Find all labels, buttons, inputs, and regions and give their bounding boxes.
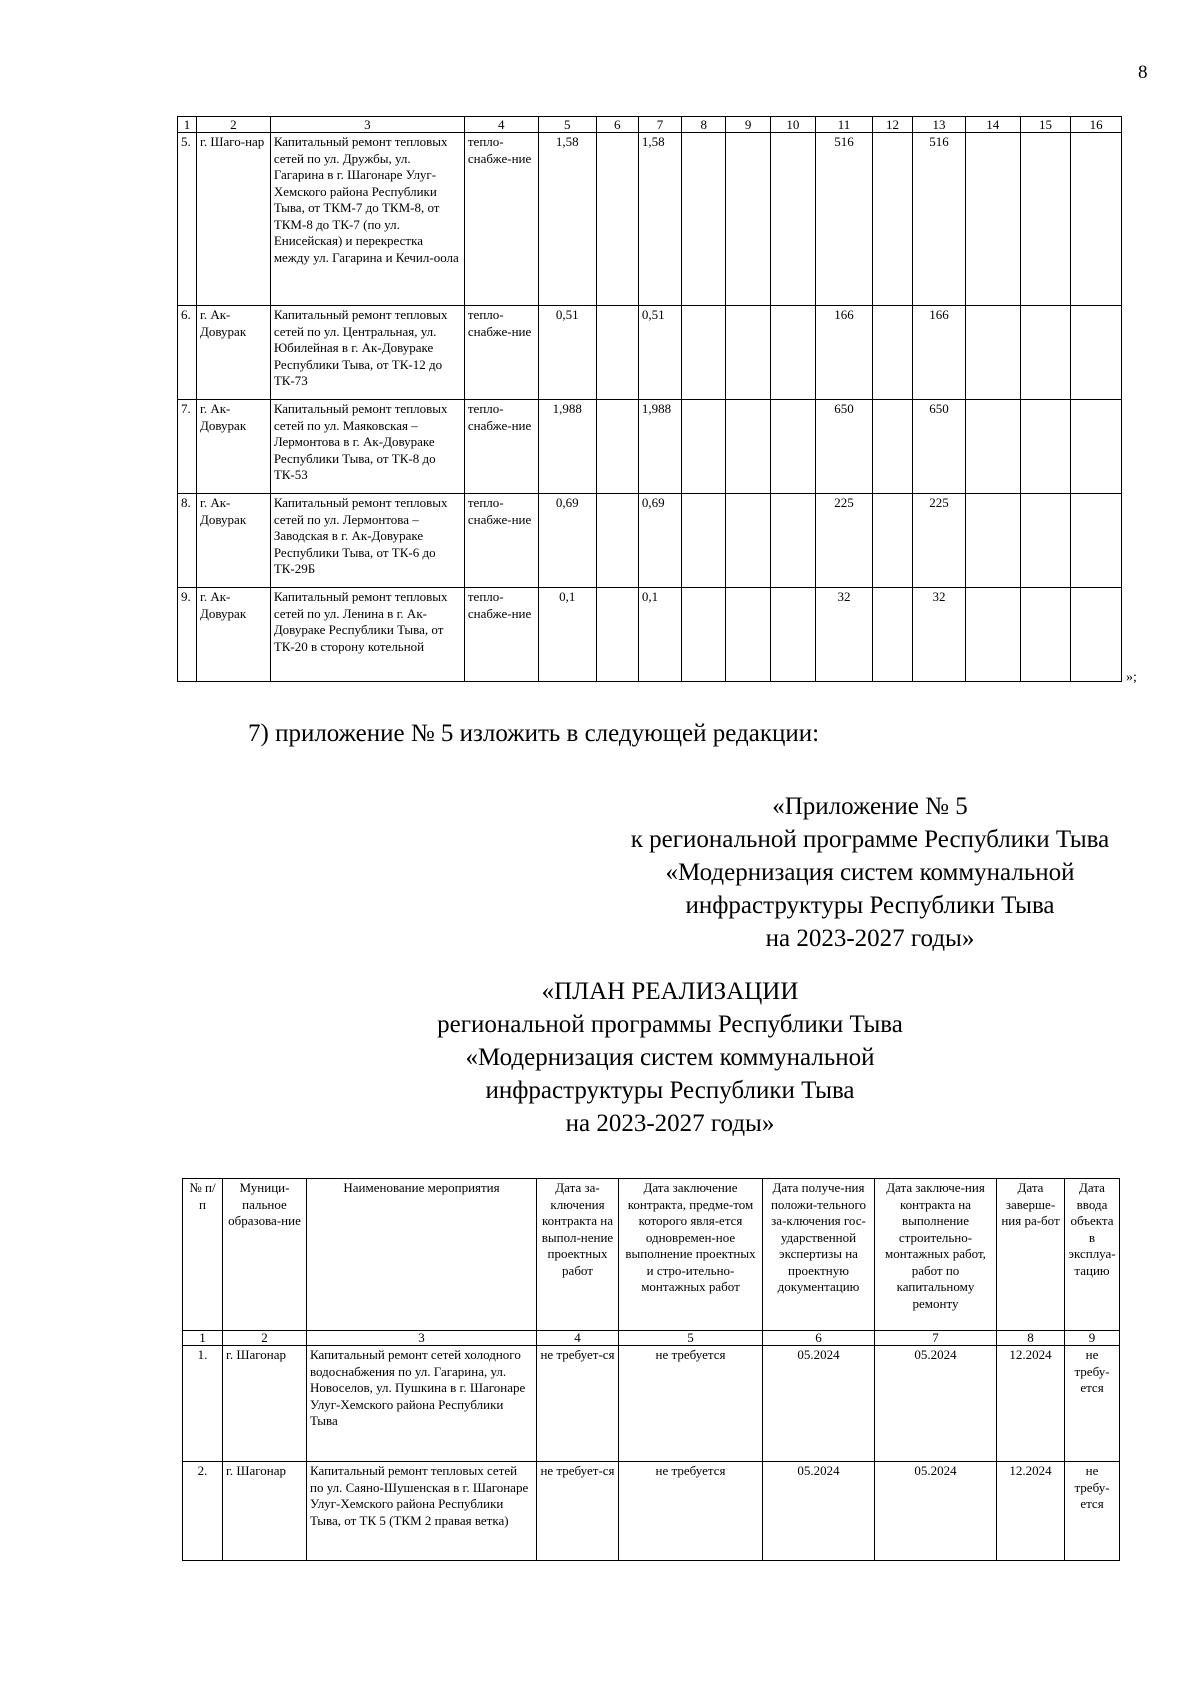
appendix-line: «Модернизация систем коммунальной (665, 859, 1075, 886)
project-description: Капитальный ремонт тепловых сетей по ул. Дружбы, ул. Гагарина в г. Шагонаре Улуг-Хемского района Республики Тыва, от ТКМ-7 до ТКМ-8, от ТКМ-8 до ТК-7 (по ул. Енисейская) и перекрестка между ул. Гагарина и Кечил-оола (270, 133, 464, 306)
value-cell (770, 494, 815, 588)
column-header: Дата получе-ния положи-тельного за-ключения гос-ударственной экспертизы на проектную документацию (763, 1179, 875, 1331)
date-cell: не требу-ется (1065, 1462, 1120, 1561)
value-cell: 650 (816, 400, 873, 494)
value-cell: 1,988 (638, 400, 681, 494)
column-header: Дата ввода объекта в эксплуа-тацию (1065, 1179, 1120, 1331)
row-number: 5. (178, 133, 197, 306)
value-cell (596, 588, 638, 682)
value-cell: 1,58 (538, 133, 596, 306)
table-row (178, 133, 1122, 306)
column-number: 9 (726, 117, 770, 133)
value-cell (1020, 400, 1071, 494)
column-number: 5 (538, 117, 596, 133)
municipality: г. Ак-Довурак (196, 588, 270, 682)
value-cell (1071, 306, 1122, 400)
category: тепло-снабже-ние (464, 400, 538, 494)
column-number: 10 (770, 117, 815, 133)
plan-title-line: инфраструктуры Республики Тыва (485, 1077, 855, 1104)
plan-title-line: «Модернизация систем коммунальной (465, 1044, 875, 1071)
value-cell (965, 494, 1020, 588)
column-number: 4 (537, 1331, 619, 1346)
column-number: 5 (619, 1331, 763, 1346)
value-cell: 0,1 (638, 588, 681, 682)
value-cell (1020, 588, 1071, 682)
column-number: 7 (875, 1331, 997, 1346)
date-cell: 05.2024 (875, 1462, 997, 1561)
value-cell (770, 400, 815, 494)
column-number: 1 (183, 1331, 223, 1346)
value-cell: 32 (913, 588, 966, 682)
plan-title-line: региональной программы Республики Тыва (437, 1011, 903, 1038)
value-cell (682, 400, 726, 494)
column-number-row (183, 1331, 1120, 1346)
value-cell: 1,988 (538, 400, 596, 494)
value-cell: 225 (816, 494, 873, 588)
value-cell (965, 400, 1020, 494)
closing-quote: »; (1126, 670, 1137, 685)
appendix-line: к региональной программе Республики Тыва (630, 826, 1110, 853)
value-cell (726, 306, 770, 400)
category: тепло-снабже-ние (464, 588, 538, 682)
column-number: 3 (307, 1331, 537, 1346)
column-header: Дата заключе-ния контракта на выполнение строительно-монтажных работ, работ по капитальному ремонту (875, 1179, 997, 1331)
column-header: Муници-пальное образова-ние (223, 1179, 307, 1331)
appendix-heading (560, 790, 1180, 955)
municipality: г. Ак-Довурак (196, 306, 270, 400)
row-number: 2. (183, 1462, 223, 1561)
value-cell (770, 588, 815, 682)
appendix-line: инфраструктуры Республики Тыва (685, 892, 1055, 919)
value-cell (682, 306, 726, 400)
column-number: 9 (1065, 1331, 1120, 1346)
appendix-line: «Приложение № 5 (772, 793, 968, 820)
value-cell (1020, 133, 1071, 306)
municipality: г. Шаго-нар (196, 133, 270, 306)
category: тепло-снабже-ние (464, 494, 538, 588)
value-cell (1071, 494, 1122, 588)
column-header: № п/п (183, 1179, 223, 1331)
value-cell (596, 306, 638, 400)
category: тепло-снабже-ние (464, 306, 538, 400)
table-row (183, 1346, 1120, 1462)
column-number: 14 (965, 117, 1020, 133)
header-row (183, 1179, 1120, 1331)
value-cell (1071, 400, 1122, 494)
amendment-paragraph: 7) приложение № 5 изложить в следующей редакции: (248, 720, 820, 747)
value-cell (596, 494, 638, 588)
column-number: 8 (682, 117, 726, 133)
plan-title (280, 975, 1060, 1140)
date-cell: 05.2024 (875, 1346, 997, 1462)
column-number: 6 (763, 1331, 875, 1346)
project-description: Капитальный ремонт тепловых сетей по ул. Центральная, ул. Юбилейная в г. Ак-Довураке Республики Тыва, от ТК-12 до ТК-73 (270, 306, 464, 400)
value-cell: 166 (816, 306, 873, 400)
value-cell (596, 133, 638, 306)
table-row (178, 306, 1122, 400)
value-cell (1020, 494, 1071, 588)
capital-repair-table (177, 116, 1122, 682)
table-row (178, 494, 1122, 588)
column-number: 3 (270, 117, 464, 133)
column-number: 6 (596, 117, 638, 133)
value-cell: 0,69 (538, 494, 596, 588)
value-cell: 516 (913, 133, 966, 306)
value-cell (965, 306, 1020, 400)
project-description: Капитальный ремонт тепловых сетей по ул. Лермонтова – Заводская в г. Ак-Довураке Республики Тыва, от ТК-6 до ТК-29Б (270, 494, 464, 588)
value-cell: 32 (816, 588, 873, 682)
row-number: 7. (178, 400, 197, 494)
project-description: Капитальный ремонт сетей холодного водоснабжения по ул. Гагарина, ул. Новоселов, ул. Пушкина в г. Шагонаре Улуг-Хемского района Республики Тыва (307, 1346, 537, 1462)
value-cell (726, 588, 770, 682)
value-cell: 0,51 (638, 306, 681, 400)
date-cell: 12.2024 (997, 1462, 1065, 1561)
value-cell: 0,1 (538, 588, 596, 682)
value-cell: 516 (816, 133, 873, 306)
value-cell (965, 133, 1020, 306)
column-number: 2 (196, 117, 270, 133)
appendix-line: на 2023-2027 годы» (765, 925, 975, 952)
value-cell (726, 133, 770, 306)
date-cell: 05.2024 (763, 1346, 875, 1462)
column-header: Дата заверше-ния ра-бот (997, 1179, 1065, 1331)
table-row (183, 1462, 1120, 1561)
date-cell: 05.2024 (763, 1462, 875, 1561)
category: тепло-снабже-ние (464, 133, 538, 306)
value-cell (965, 588, 1020, 682)
plan-title-line: «ПЛАН РЕАЛИЗАЦИИ (541, 978, 799, 1005)
column-number: 4 (464, 117, 538, 133)
value-cell (1071, 133, 1122, 306)
value-cell: 225 (913, 494, 966, 588)
value-cell: 1,58 (638, 133, 681, 306)
date-cell: не требуется (619, 1346, 763, 1462)
row-number: 1. (183, 1346, 223, 1462)
value-cell (596, 400, 638, 494)
page-number: 8 (1138, 62, 1148, 83)
municipality: г. Ак-Довурак (196, 400, 270, 494)
value-cell (726, 494, 770, 588)
table-row (178, 400, 1122, 494)
column-number: 8 (997, 1331, 1065, 1346)
value-cell (873, 133, 913, 306)
date-cell: 12.2024 (997, 1346, 1065, 1462)
value-cell (873, 494, 913, 588)
column-number: 11 (816, 117, 873, 133)
row-number: 8. (178, 494, 197, 588)
project-description: Капитальный ремонт тепловых сетей по ул. Маяковская – Лермонтова в г. Ак-Довураке Республики Тыва, от ТК-8 до ТК-53 (270, 400, 464, 494)
value-cell: 0,69 (638, 494, 681, 588)
value-cell: 166 (913, 306, 966, 400)
plan-title-line: на 2023-2027 годы» (565, 1110, 775, 1137)
municipality: г. Ак-Довурак (196, 494, 270, 588)
value-cell (873, 588, 913, 682)
value-cell (726, 400, 770, 494)
value-cell (682, 494, 726, 588)
value-cell (1071, 588, 1122, 682)
project-description: Капитальный ремонт тепловых сетей по ул. Ленина в г. Ак-Довураке Республики Тыва, от ТК-20 в сторону котельной (270, 588, 464, 682)
value-cell (770, 133, 815, 306)
column-number: 1 (178, 117, 197, 133)
row-number: 6. (178, 306, 197, 400)
column-number: 12 (873, 117, 913, 133)
value-cell (770, 306, 815, 400)
column-number: 15 (1020, 117, 1071, 133)
date-cell: не требу-ется (1065, 1346, 1120, 1462)
table-row (178, 588, 1122, 682)
value-cell: 0,51 (538, 306, 596, 400)
municipality: г. Шагонар (223, 1346, 307, 1462)
value-cell (873, 400, 913, 494)
date-cell: не требуется (619, 1462, 763, 1561)
column-number: 2 (223, 1331, 307, 1346)
column-number-row (178, 117, 1122, 133)
column-header: Дата за-ключения контракта на выпол-нение проектных работ (537, 1179, 619, 1331)
row-number: 9. (178, 588, 197, 682)
implementation-plan-table (182, 1178, 1120, 1561)
column-number: 13 (913, 117, 966, 133)
date-cell: не требует-ся (537, 1346, 619, 1462)
municipality: г. Шагонар (223, 1462, 307, 1561)
column-header: Дата заключение контракта, предме-том которого явля-ется одновремен-ное выполнение проектных и стро-ительно-монтажных работ (619, 1179, 763, 1331)
value-cell (682, 588, 726, 682)
date-cell: не требует-ся (537, 1462, 619, 1561)
project-description: Капитальный ремонт тепловых сетей по ул. Саяно-Шушенская в г. Шагонаре Улуг-Хемского района Республики Тыва, от ТК 5 (ТКМ 2 правая ветка) (307, 1462, 537, 1561)
value-cell (1020, 306, 1071, 400)
value-cell (873, 306, 913, 400)
column-number: 16 (1071, 117, 1122, 133)
value-cell (682, 133, 726, 306)
value-cell: 650 (913, 400, 966, 494)
column-number: 7 (638, 117, 681, 133)
column-header: Наименование мероприятия (307, 1179, 537, 1331)
